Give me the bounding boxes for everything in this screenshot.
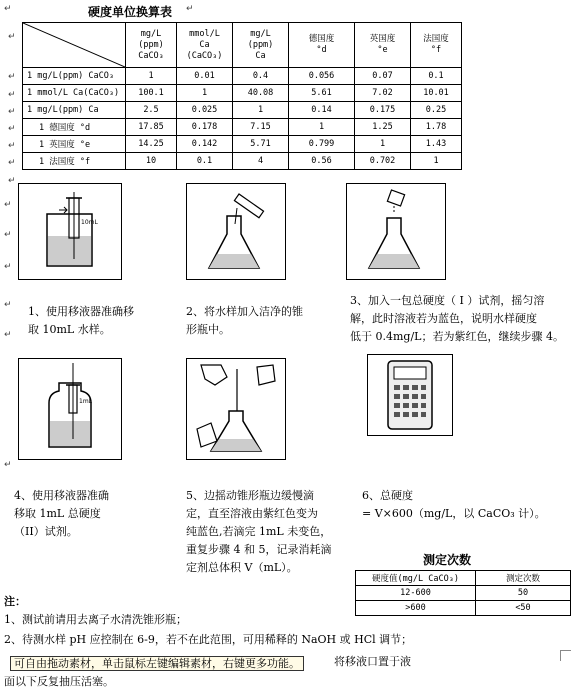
paragraph-mark: ↵ [4, 4, 12, 14]
header-cell [177, 23, 233, 68]
table-cell: 1 [233, 102, 289, 119]
table-cell: 7.02 [355, 85, 411, 102]
row-header: 1 mmol/L Ca(CaCO₃) [23, 85, 126, 102]
header-cell: 测定次数 [476, 571, 571, 586]
illustration-calculator [367, 354, 453, 436]
corner-marker [560, 650, 571, 661]
table-row [23, 119, 462, 136]
header-cell [289, 23, 355, 68]
paragraph-mark: ↵ [8, 72, 16, 82]
table-cell: 0.1 [411, 68, 462, 85]
header-cell: 硬度值(mg/L CaCO₃) [356, 571, 476, 586]
paragraph-mark: ↵ [4, 200, 12, 210]
paragraph-mark: ↵ [8, 158, 16, 168]
notes-title: 注： [4, 595, 26, 608]
step-4: 4、使用移液器准确 移取 1mL 总硬度 （II）试剂。 [14, 489, 109, 538]
paragraph-mark: ↵ [8, 107, 16, 117]
table-cell: 5.71 [233, 136, 289, 153]
table-cell: 50 [476, 586, 571, 601]
paragraph-mark: ↵ [4, 230, 12, 240]
step-5: 5、边摇动锥形瓶边缓慢滴 定，直至溶液由紫红色变为 纯蓝色,若滴完 1mL 未变色， 重复步骤 4 和 5，记录消耗滴 定剂总体积 V（mL）。 [186, 489, 332, 574]
row-header: 1 法国度 °f [23, 153, 126, 170]
table-row [23, 153, 462, 170]
header-text: 德国度 °d [308, 34, 335, 55]
table-row [356, 586, 571, 601]
table-cell: 0.01 [177, 68, 233, 85]
row-header: 1 mg/L(ppm) Ca [23, 102, 126, 119]
paragraph-mark: ↵ [4, 460, 12, 470]
table-cell: 1.25 [355, 119, 411, 136]
count-table [355, 570, 571, 616]
header-cell [126, 23, 177, 68]
table-cell: 0.142 [177, 136, 233, 153]
syringe-volume-label: 1mL [79, 398, 93, 405]
table-cell: 14.25 [126, 136, 177, 153]
table-cell: 0.25 [411, 102, 462, 119]
header-text: mmol/L Ca (CaCO₃) [186, 28, 223, 61]
table-row [23, 102, 462, 119]
table-row [23, 136, 462, 153]
step-6: 6、总硬度 = V×600（mg/L，以 CaCO₃ 计）。 [362, 489, 546, 520]
step-3: 3、加入一包总硬度（ I ）试剂，摇匀溶 解，此时溶液若为蓝色，说明水样硬度 低于 0.4mg/L；若为紫红色，继续步骤 4。 [350, 294, 564, 343]
table-cell: 12-600 [356, 586, 476, 601]
table-cell: 0.56 [289, 153, 355, 170]
table-cell: <50 [476, 601, 571, 616]
header-cell [411, 23, 462, 68]
paragraph-mark: ↵ [8, 90, 16, 100]
header-text: 英国度 °e [369, 34, 396, 55]
table-cell: 0.702 [355, 153, 411, 170]
table-cell: 0.056 [289, 68, 355, 85]
header-cell [355, 23, 411, 68]
illustration-syringe-beaker [18, 183, 122, 280]
table-cell: 100.1 [126, 85, 177, 102]
table-cell: 0.4 [233, 68, 289, 85]
header-text: mg/L (ppm) CaCO₃ [138, 28, 164, 61]
table-cell: 1 [126, 68, 177, 85]
table-cell: 10 [126, 153, 177, 170]
table-cell: 1 [177, 85, 233, 102]
paragraph-mark: ↵ [4, 330, 12, 340]
table-row [23, 68, 462, 85]
row-header: 1 德国度 °d [23, 119, 126, 136]
paragraph-mark: ↵ [4, 300, 12, 310]
table-cell: 1 [411, 153, 462, 170]
illustration-syringe-bottle [18, 358, 122, 460]
paragraph-mark: ↵ [8, 124, 16, 134]
table-cell: >600 [356, 601, 476, 616]
edit-tip-banner[interactable]: 可自由拖动素材，单击鼠标左键编辑素材，右键更多功能。 [10, 656, 304, 671]
row-header: 1 mg/L(ppm) CaCO₃ [23, 68, 126, 85]
table-cell: 1 [355, 136, 411, 153]
table-title: 硬度单位换算表 [88, 5, 173, 19]
paragraph-mark: ↵ [8, 176, 16, 186]
table-cell: 0.1 [177, 153, 233, 170]
table-cell: 4 [233, 153, 289, 170]
table-cell: 2.5 [126, 102, 177, 119]
count-table-title: 测定次数 [423, 553, 472, 567]
header-text: 法国度 °f [423, 34, 449, 55]
table-row [356, 601, 571, 616]
note-1: 1、测试前请用去离子水清洗锥形瓶； [4, 613, 187, 626]
table-cell: 7.15 [233, 119, 289, 136]
table-cell: 40.08 [233, 85, 289, 102]
table-cell: 1.43 [411, 136, 462, 153]
header-text: mg/L (ppm) Ca [247, 28, 274, 61]
note-4: 面以下反复抽压活塞。 [4, 675, 114, 688]
diagonal-header-cell [23, 23, 126, 68]
paragraph-mark: ↵ [8, 32, 16, 42]
table-cell: 0.14 [289, 102, 355, 119]
illustration-reagent-flask [346, 183, 446, 280]
table-row [23, 85, 462, 102]
table-cell: 1.78 [411, 119, 462, 136]
paragraph-mark: ↵ [4, 262, 12, 272]
row-header: 1 英国度 °e [23, 136, 126, 153]
table-cell: 0.175 [355, 102, 411, 119]
conversion-table [22, 22, 462, 170]
table-cell: 5.61 [289, 85, 355, 102]
table-cell: 0.07 [355, 68, 411, 85]
table-cell: 10.01 [411, 85, 462, 102]
table-cell: 1 [289, 119, 355, 136]
table-cell: 0.025 [177, 102, 233, 119]
step-1: 1、使用移液器准确移 取 10mL 水样。 [28, 305, 134, 336]
paragraph-mark: ↵ [186, 4, 194, 14]
header-cell [233, 23, 289, 68]
note-2: 2、待测水样 pH 应控制在 6-9，若不在此范围，可用稀释的 NaOH 或 HCl 调节； [4, 633, 413, 646]
illustration-titration-hands [186, 358, 286, 460]
paragraph-mark: ↵ [8, 141, 16, 151]
syringe-volume-label: 10mL [81, 219, 98, 226]
table-cell: 0.178 [177, 119, 233, 136]
table-cell: 0.799 [289, 136, 355, 153]
illustration-flask-pour [186, 183, 286, 280]
note-3-tail: 将移液口置于液 [334, 655, 411, 668]
table-cell: 17.85 [126, 119, 177, 136]
step-2: 2、将水样加入洁净的锥 形瓶中。 [186, 305, 303, 336]
